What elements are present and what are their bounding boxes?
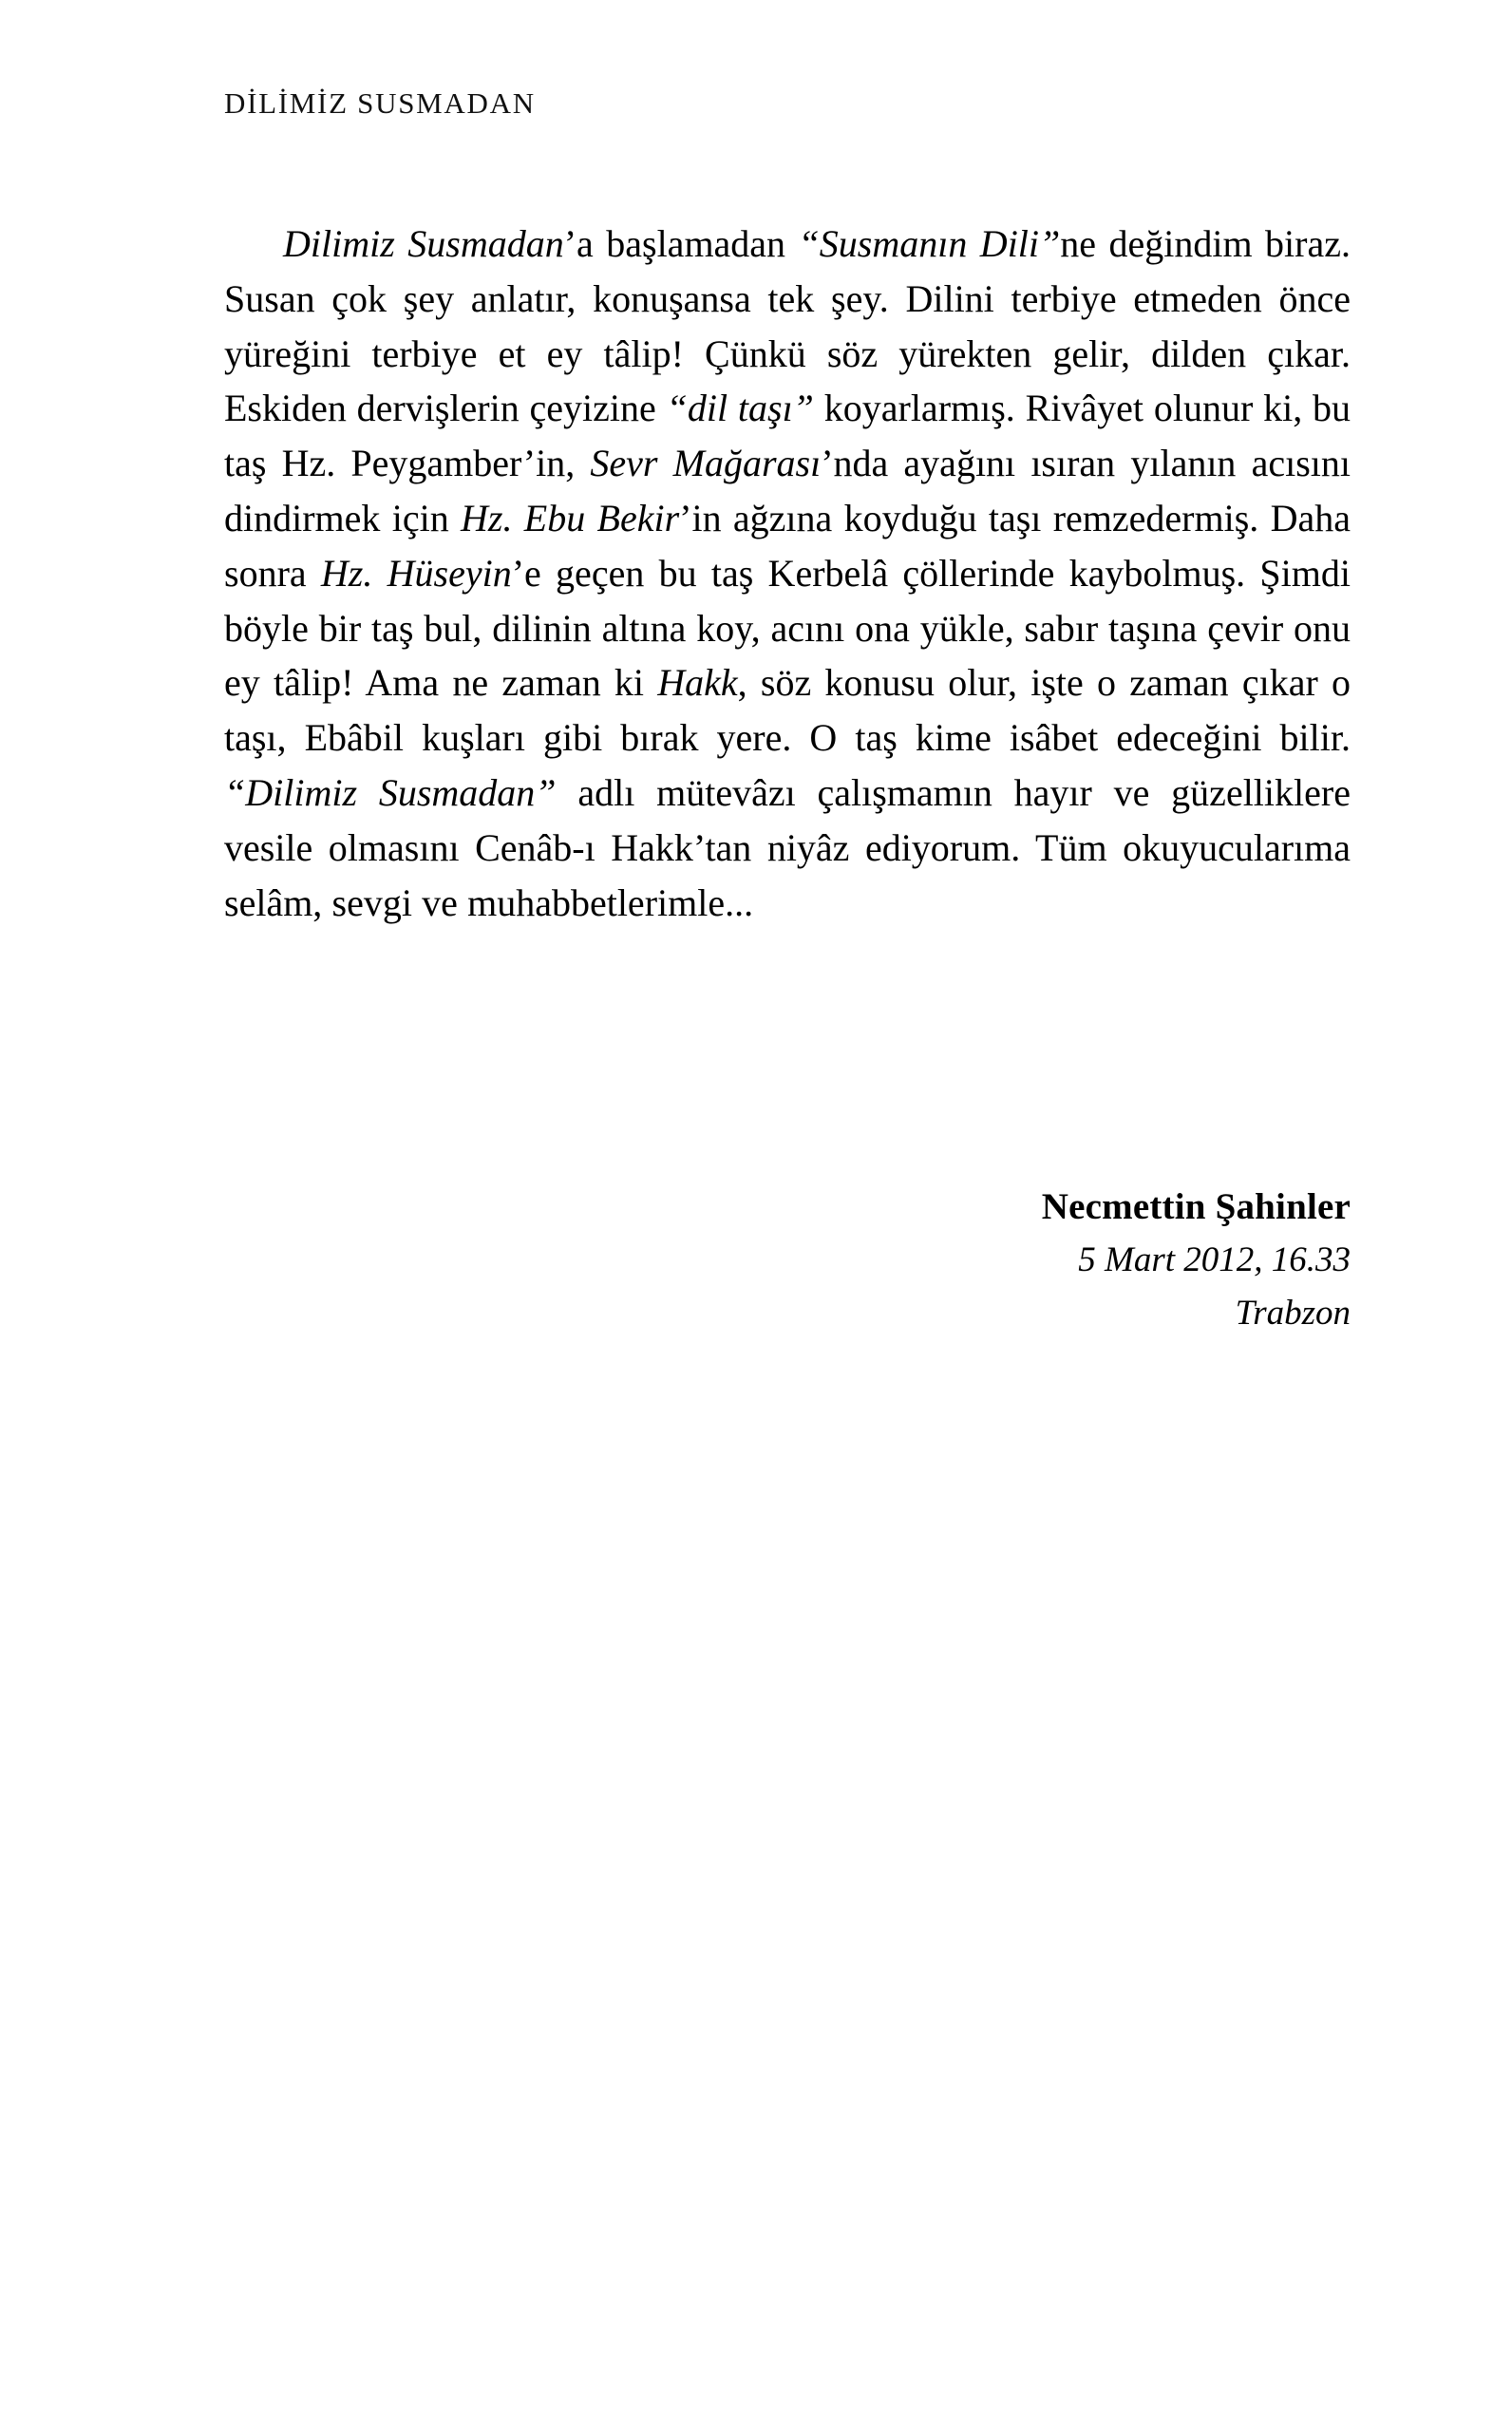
- signature-date: 5 Mart 2012, 16.33: [1078, 1240, 1351, 1279]
- text-run-11: ’e geçen bu taş Kerbelâ çöllerinde kaybolmuş. Şimdi böyle bir taş bul, dilinin altına koy, acını ona yükle, sabır taşına çevir onu ey tâlip! Ama ne zaman ki: [224, 551, 1351, 705]
- text-run-14: “Dilimiz Susmadan”: [224, 770, 557, 814]
- text-run-0: Dilimiz Susmadan: [283, 222, 564, 265]
- text-run-13: , söz konusu olur, işte o zaman çıkar o taşı, Ebâbil kuşları gibi bırak yere. O taş kime isâbet edeceğini bilir.: [224, 661, 1351, 760]
- body-text-block: [224, 217, 1351, 930]
- signature-place: Trabzon: [1235, 1294, 1351, 1333]
- text-run-4: “dil taşı”: [666, 387, 814, 430]
- text-run-9: ’in ağzına koyduğu taşı remzedermiş. Daha sonra: [224, 496, 1351, 595]
- running-head: DİLİMİZ SUSMADAN: [224, 86, 536, 120]
- text-run-12: Hakk: [657, 661, 738, 705]
- signature-author-name: Necmettin Şahinler: [1041, 1186, 1351, 1227]
- text-run-2: “Susmanın Dili”: [798, 222, 1061, 265]
- text-run-7: ’nda ayağını ısıran yılanın acısını dindirmek için: [224, 442, 1351, 539]
- text-run-6: Sevr Mağarası: [590, 442, 822, 485]
- text-run-5: koyarlarmış. Rivâyet olunur ki, bu taş Hz. Peygamber’in,: [224, 387, 1351, 485]
- text-run-10: Hz. Hüseyin: [320, 551, 512, 595]
- signature-block: [224, 1181, 1351, 1340]
- text-run-3: ne değindim biraz. Susan çok şey anlatır, konuşansa tek şey. Dilini terbiye etmeden önce yüreğini terbiye et ey tâlip! Çünkü söz yürekten gelir, dilden çıkar. Eskiden dervişlerin çeyizine: [224, 222, 1351, 430]
- text-run-8: Hz. Ebu Bekir: [461, 496, 680, 539]
- text-run-15: adlı mütevâzı çalışmamın hayır ve güzelliklere vesile olmasını Cenâb-ı Hakk’tan niyâz ediyorum. Tüm okuyucularıma selâm, sevgi ve muhabbetlerimle...: [224, 770, 1351, 924]
- body-paragraph: [224, 217, 1351, 930]
- text-run-1: ’a başlamadan: [563, 222, 799, 265]
